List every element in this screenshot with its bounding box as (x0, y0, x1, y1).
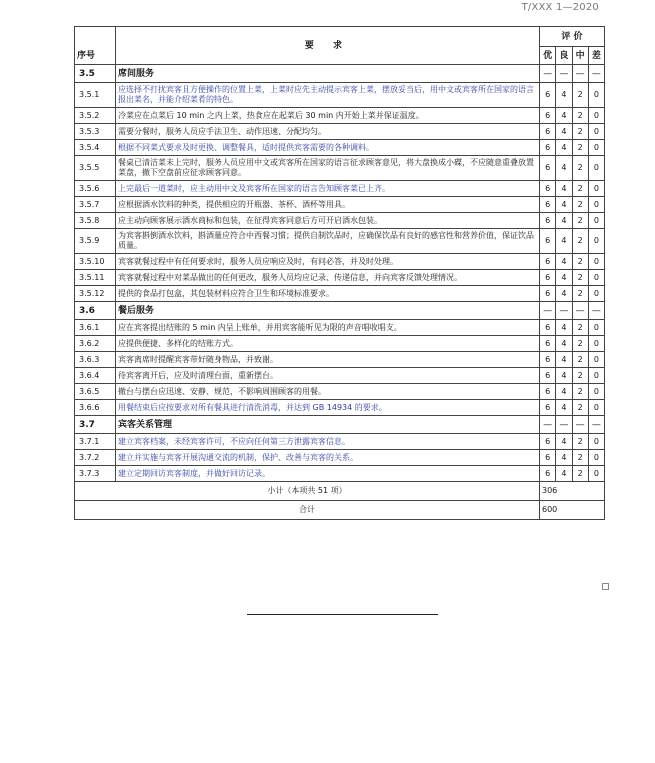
score-poor: 0 (588, 197, 604, 213)
score-poor: 0 (588, 140, 604, 156)
score-good: 4 (556, 124, 572, 140)
table-row (75, 83, 605, 108)
score-excellent: 6 (540, 108, 556, 124)
section-dash: — (572, 302, 588, 320)
score-fair: 2 (572, 270, 588, 286)
page-end-rule (247, 614, 438, 615)
score-excellent: 6 (540, 156, 556, 181)
score-good: 4 (556, 83, 572, 108)
score-poor: 0 (588, 450, 604, 466)
score-good: 4 (556, 181, 572, 197)
section-number: 3.6 (75, 302, 116, 320)
section-dash: — (556, 65, 572, 83)
score-good: 4 (556, 140, 572, 156)
table-row (75, 197, 605, 213)
score-poor: 0 (588, 286, 604, 302)
column-header-evaluation: 评 价 (540, 27, 605, 47)
item-number: 3.5.7 (75, 197, 116, 213)
section-dash: — (572, 65, 588, 83)
score-fair: 2 (572, 229, 588, 254)
score-good: 4 (556, 400, 572, 416)
score-poor: 0 (588, 336, 604, 352)
score-good: 4 (556, 108, 572, 124)
evaluation-table (74, 26, 605, 520)
item-number: 3.5.5 (75, 156, 116, 181)
score-excellent: 6 (540, 336, 556, 352)
score-excellent: 6 (540, 140, 556, 156)
score-excellent: 6 (540, 450, 556, 466)
score-poor: 0 (588, 156, 604, 181)
score-fair: 2 (572, 213, 588, 229)
item-number: 3.5.4 (75, 140, 116, 156)
score-good: 4 (556, 197, 572, 213)
score-poor: 0 (588, 434, 604, 450)
item-number: 3.6.6 (75, 400, 116, 416)
score-good: 4 (556, 368, 572, 384)
table-row (75, 229, 605, 254)
score-excellent: 6 (540, 213, 556, 229)
requirement-text: 提供的食品打包盒，其包装材料应符合卫生和环境标准要求。 (116, 286, 540, 302)
score-poor: 0 (588, 124, 604, 140)
score-poor: 0 (588, 108, 604, 124)
section-dash: — (556, 302, 572, 320)
item-number: 3.5.2 (75, 108, 116, 124)
requirement-text: 需要分餐时，服务人员应手法卫生、动作迅速、分配均匀。 (116, 124, 540, 140)
score-good: 4 (556, 286, 572, 302)
score-excellent: 6 (540, 400, 556, 416)
score-good: 4 (556, 336, 572, 352)
requirement-text: 用餐结束后应按要求对所有餐具进行清洗消毒，并达到 GB 14934 的要求。 (116, 400, 540, 416)
score-excellent: 6 (540, 320, 556, 336)
item-number: 3.5.9 (75, 229, 116, 254)
score-poor: 0 (588, 400, 604, 416)
score-header-excellent: 优 (540, 47, 556, 65)
score-good: 4 (556, 384, 572, 400)
table-row (75, 384, 605, 400)
requirement-text: 建立定期回访宾客制度，并做好回访记录。 (116, 466, 540, 482)
score-header-fair: 中 (572, 47, 588, 65)
requirement-text: 应主动向顾客展示酒水商标和包装，在征得宾客同意后方可开启酒水包装。 (116, 213, 540, 229)
score-good: 4 (556, 466, 572, 482)
requirement-text: 为宾客斟倒酒水饮料，斟酒量应符合中西餐习惯；提供自制饮品时，应确保饮品有良好的感官性和营养价值，保证饮品质量。 (116, 229, 540, 254)
score-excellent: 6 (540, 466, 556, 482)
requirement-text: 撤台与摆台应迅速、安静、规范，不影响周围顾客的用餐。 (116, 384, 540, 400)
score-excellent: 6 (540, 368, 556, 384)
score-poor: 0 (588, 384, 604, 400)
score-poor: 0 (588, 466, 604, 482)
requirement-text: 根据不同菜式要求及时更换、调整餐具，适时提供宾客需要的各种调料。 (116, 140, 540, 156)
requirement-text: 宾客就餐过程中对菜品做出的任何更改，服务人员均应记录、传递信息，并向宾客反馈处理情况。 (116, 270, 540, 286)
score-poor: 0 (588, 270, 604, 286)
score-fair: 2 (572, 400, 588, 416)
item-number: 3.6.1 (75, 320, 116, 336)
requirement-text: 上完最后一道菜时，应主动用中文及宾客所在国家的语言告知顾客菜已上齐。 (116, 181, 540, 197)
score-good: 4 (556, 213, 572, 229)
item-number: 3.7.1 (75, 434, 116, 450)
table-row (75, 213, 605, 229)
requirement-text: 冷菜应在点菜后 10 min 之内上菜，热食应在起菜后 30 min 内开始上菜并保证温度。 (116, 108, 540, 124)
score-fair: 2 (572, 108, 588, 124)
item-number: 3.6.4 (75, 368, 116, 384)
score-poor: 0 (588, 83, 604, 108)
section-row (75, 416, 605, 434)
score-fair: 2 (572, 124, 588, 140)
section-dash: — (588, 65, 604, 83)
item-number: 3.6.5 (75, 384, 116, 400)
requirement-text: 待宾客离开后，应及时清理台面，重新摆台。 (116, 368, 540, 384)
score-fair: 2 (572, 320, 588, 336)
score-fair: 2 (572, 156, 588, 181)
section-row (75, 65, 605, 83)
table-row (75, 140, 605, 156)
score-header-poor: 差 (588, 47, 604, 65)
score-fair: 2 (572, 352, 588, 368)
score-poor: 0 (588, 181, 604, 197)
item-number: 3.5.12 (75, 286, 116, 302)
requirement-text: 应根据酒水饮料的种类，提供相应的开瓶器、茶杯、酒杯等用具。 (116, 197, 540, 213)
score-good: 4 (556, 254, 572, 270)
score-fair: 2 (572, 466, 588, 482)
score-poor: 0 (588, 229, 604, 254)
score-good: 4 (556, 450, 572, 466)
score-fair: 2 (572, 450, 588, 466)
score-good: 4 (556, 434, 572, 450)
score-excellent: 6 (540, 384, 556, 400)
score-fair: 2 (572, 254, 588, 270)
subtotal-value: 306 (540, 482, 605, 501)
item-number: 3.5.10 (75, 254, 116, 270)
table-row (75, 466, 605, 482)
item-number: 3.5.6 (75, 181, 116, 197)
section-dash: — (540, 302, 556, 320)
requirement-text: 应在宾客提出结账的 5 min 内呈上账单，并用宾客能听见为限的声音唱收唱支。 (116, 320, 540, 336)
total-label: 合计 (75, 501, 540, 520)
table-row (75, 270, 605, 286)
table-resize-handle[interactable] (602, 583, 609, 590)
requirement-text: 宾客离席时提醒宾客带好随身物品，并致谢。 (116, 352, 540, 368)
table-row (75, 368, 605, 384)
item-number: 3.5.1 (75, 83, 116, 108)
score-excellent: 6 (540, 83, 556, 108)
table-row (75, 156, 605, 181)
table-row (75, 254, 605, 270)
score-poor: 0 (588, 320, 604, 336)
score-good: 4 (556, 229, 572, 254)
score-good: 4 (556, 320, 572, 336)
item-number: 3.6.2 (75, 336, 116, 352)
score-excellent: 6 (540, 254, 556, 270)
table-row (75, 124, 605, 140)
score-excellent: 6 (540, 181, 556, 197)
score-good: 4 (556, 352, 572, 368)
item-number: 3.6.3 (75, 352, 116, 368)
score-poor: 0 (588, 213, 604, 229)
section-dash: — (572, 416, 588, 434)
score-good: 4 (556, 156, 572, 181)
score-excellent: 6 (540, 270, 556, 286)
item-number: 3.5.11 (75, 270, 116, 286)
section-title: 宾客关系管理 (116, 416, 540, 434)
table-row (75, 400, 605, 416)
column-header-no: 序号 (75, 27, 116, 65)
section-title: 席间服务 (116, 65, 540, 83)
item-number: 3.7.2 (75, 450, 116, 466)
score-fair: 2 (572, 140, 588, 156)
score-excellent: 6 (540, 197, 556, 213)
score-excellent: 6 (540, 434, 556, 450)
requirement-text: 应选择不打扰宾客且方便操作的位置上菜，上菜时应先主动提示宾客上菜，摆放妥当后，用中文或宾客所在国家的语言报出菜名，并能介绍菜肴的特色。 (116, 83, 540, 108)
section-dash: — (540, 416, 556, 434)
score-poor: 0 (588, 254, 604, 270)
score-header-good: 良 (556, 47, 572, 65)
table-row (75, 181, 605, 197)
section-dash: — (540, 65, 556, 83)
score-fair: 2 (572, 83, 588, 108)
item-number: 3.5.3 (75, 124, 116, 140)
section-title: 餐后服务 (116, 302, 540, 320)
score-fair: 2 (572, 434, 588, 450)
table-row (75, 108, 605, 124)
score-fair: 2 (572, 197, 588, 213)
score-fair: 2 (572, 368, 588, 384)
section-dash: — (556, 416, 572, 434)
table-row (75, 434, 605, 450)
document-code: T/XXX 1—2020 (521, 2, 599, 13)
requirement-text: 建立并实施与宾客开展沟通交流的机制，保护、改善与宾客的关系。 (116, 450, 540, 466)
section-row (75, 302, 605, 320)
score-poor: 0 (588, 368, 604, 384)
score-fair: 2 (572, 181, 588, 197)
section-dash: — (588, 302, 604, 320)
score-fair: 2 (572, 336, 588, 352)
section-number: 3.7 (75, 416, 116, 434)
table-row (75, 320, 605, 336)
requirement-text: 应提供便捷、多样化的结账方式。 (116, 336, 540, 352)
score-poor: 0 (588, 352, 604, 368)
score-excellent: 6 (540, 352, 556, 368)
table-row (75, 336, 605, 352)
item-number: 3.7.3 (75, 466, 116, 482)
item-number: 3.5.8 (75, 213, 116, 229)
table-body (75, 65, 605, 482)
score-excellent: 6 (540, 124, 556, 140)
section-dash: — (588, 416, 604, 434)
score-excellent: 6 (540, 229, 556, 254)
score-good: 4 (556, 270, 572, 286)
subtotal-label: 小计（本项共 51 项） (75, 482, 540, 501)
table-row (75, 286, 605, 302)
score-excellent: 6 (540, 286, 556, 302)
total-value: 600 (540, 501, 605, 520)
score-fair: 2 (572, 286, 588, 302)
column-header-requirement: 要 求 (116, 27, 540, 65)
section-number: 3.5 (75, 65, 116, 83)
requirement-text: 建立宾客档案，未经宾客许可，不应向任何第三方泄露宾客信息。 (116, 434, 540, 450)
table-row (75, 450, 605, 466)
score-fair: 2 (572, 384, 588, 400)
requirement-text: 餐桌已清洁菜未上完时，服务人员应用中文或宾客所在国家的语言征求顾客意见，将大盘换成小碟，不应随意重叠放置菜盘，撤下空盘前应征求顾客同意。 (116, 156, 540, 181)
requirement-text: 宾客就餐过程中有任何要求时，服务人员应响应及时，有问必答，并及时处理。 (116, 254, 540, 270)
table-row (75, 352, 605, 368)
